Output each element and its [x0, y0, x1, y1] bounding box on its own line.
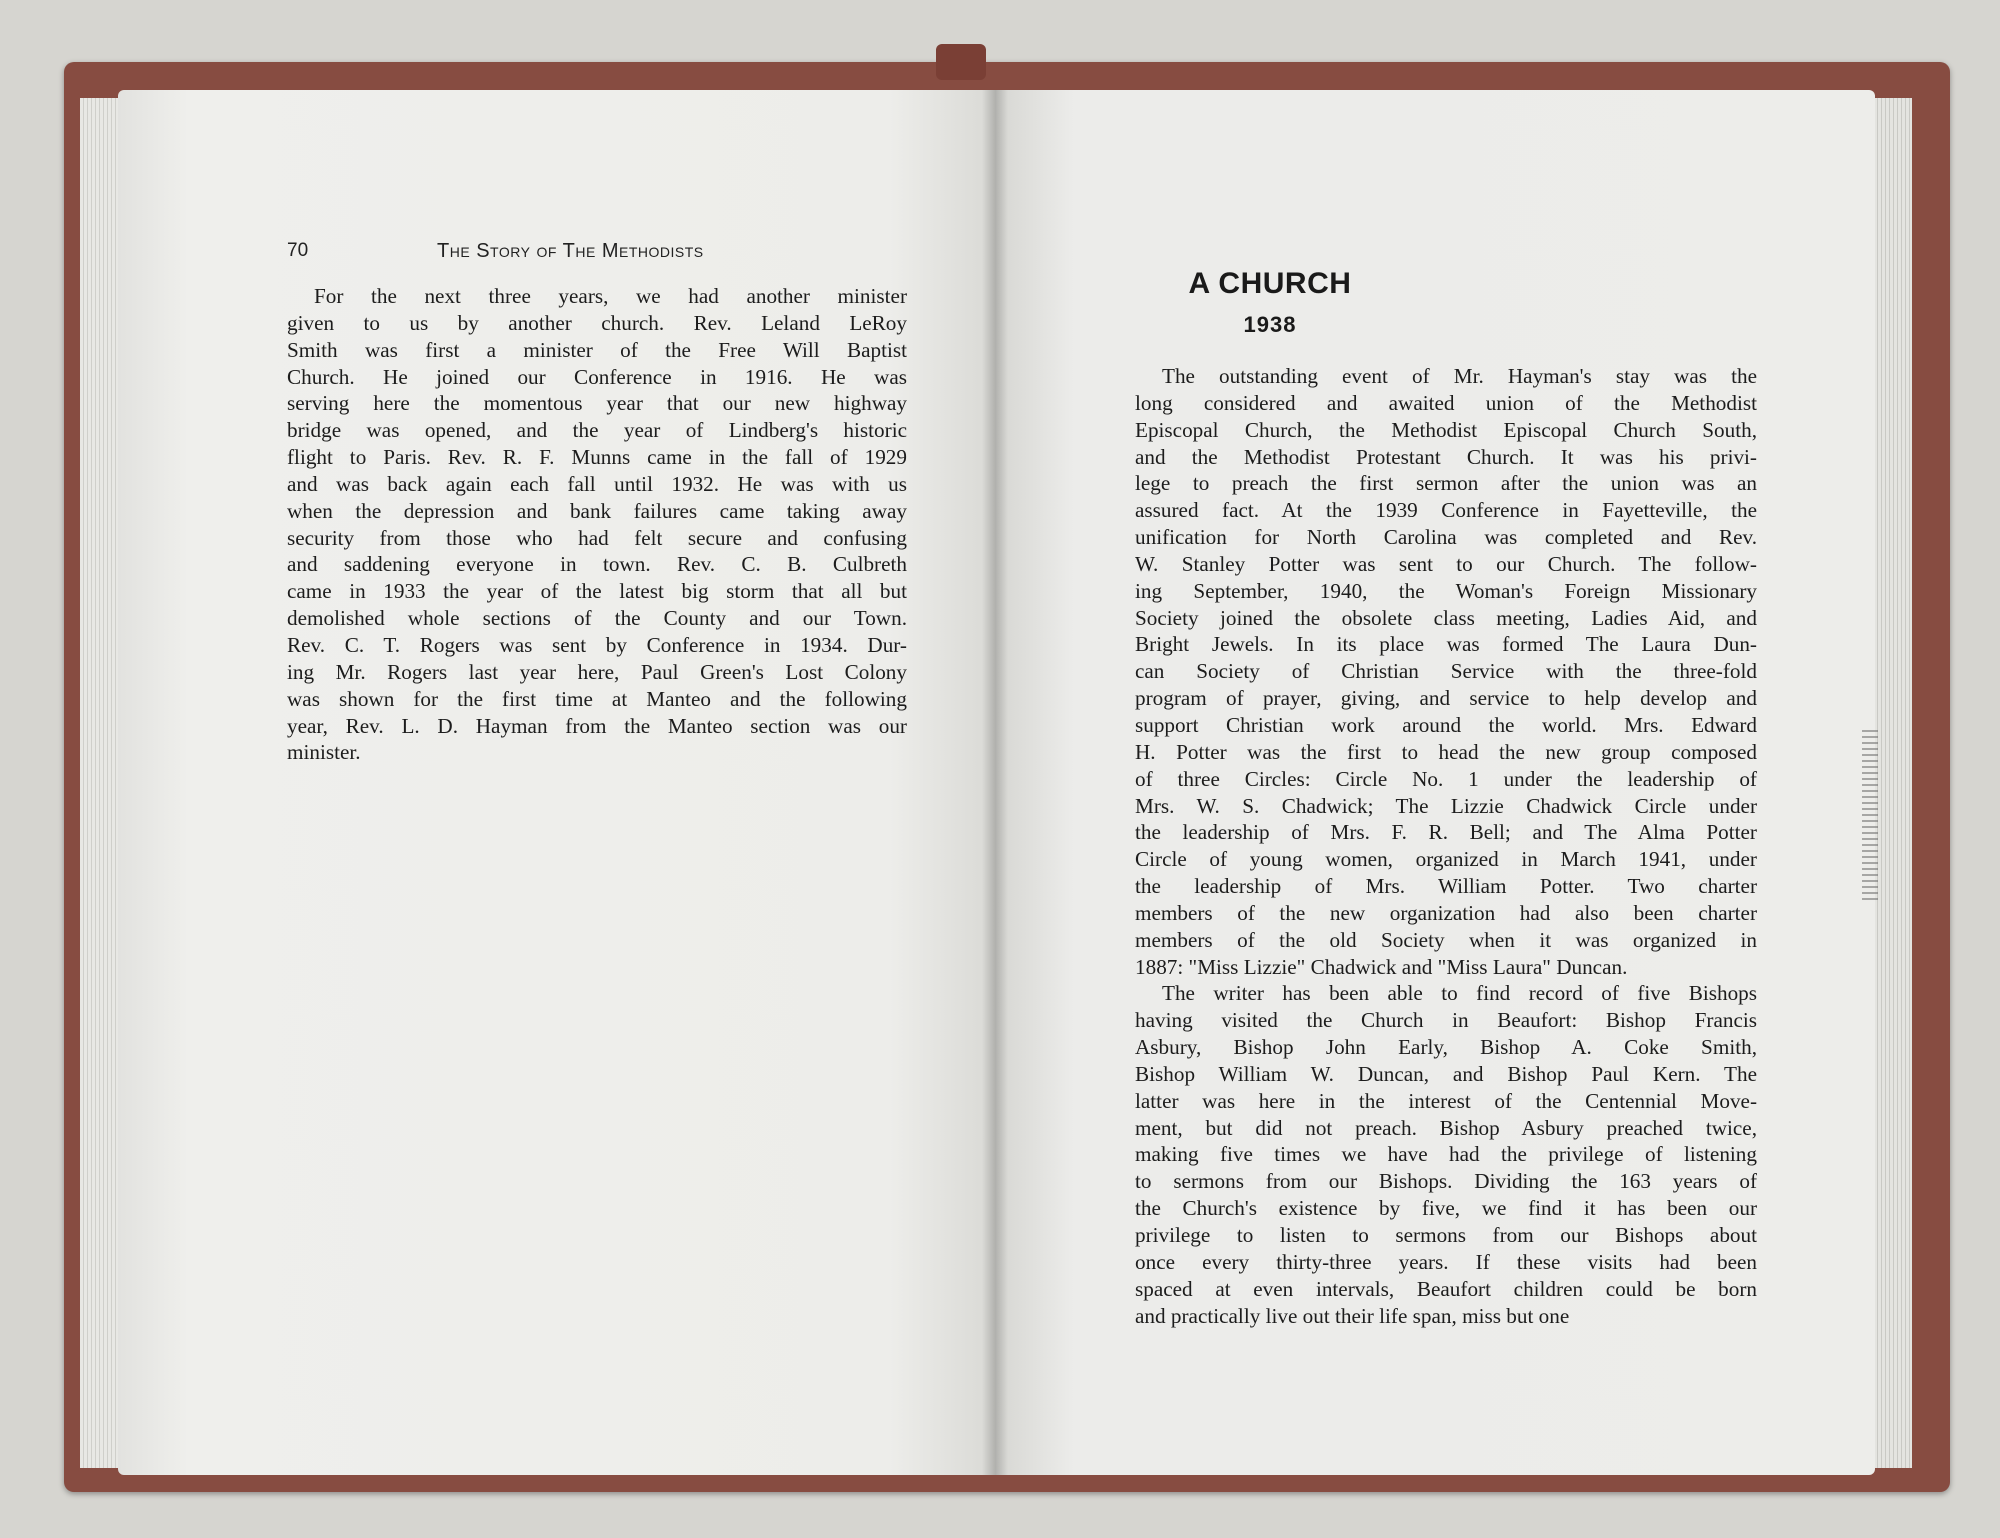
text-line: Mrs. W. S. Chadwick; The Lizzie Chadwick Circle under [1135, 793, 1757, 818]
edge-stamp-marks [1862, 730, 1878, 900]
text-line: long considered and awaited union of the Methodist [1135, 390, 1757, 415]
text-line: demolished whole sections of the County and our Town. [287, 606, 907, 631]
left-running-head [287, 238, 907, 266]
text-line: members of the old Society when it was organized in [1135, 927, 1757, 952]
chapter-title: A CHURCH [1188, 267, 1352, 300]
text-line: H. Potter was the first to head the new group composed [1135, 739, 1757, 764]
text-line: once every thirty-three years. If these visits had been [1135, 1249, 1757, 1274]
text-line: year, Rev. L. D. Hayman from the Manteo section was our [287, 713, 907, 738]
text-line: latter was here in the interest of the Centennial Move- [1135, 1088, 1757, 1113]
text-line: For the next three years, we had another minister [314, 284, 907, 308]
text-line: members of the new organization had also been charter [1135, 900, 1757, 925]
chapter-year: 1938 [1243, 312, 1297, 337]
text-line: The writer has been able to find record of five Bishops [1162, 981, 1757, 1006]
text-line: security from those who had felt secure and confusing [287, 525, 907, 550]
text-line: support Christian work around the world. Mrs. Edward [1135, 712, 1757, 737]
text-line: given to us by another church. Rev. Leland LeRoy [287, 310, 907, 335]
text-line: Asbury, Bishop John Early, Bishop A. Coke Smith, [1135, 1035, 1757, 1060]
text-line: bridge was opened, and the year of Lindberg's historic [287, 418, 907, 443]
text-line: of three Circles: Circle No. 1 under the leadership of [1135, 766, 1757, 791]
text-line: unification for North Carolina was completed and Rev. [1135, 525, 1757, 550]
text-line: Smith was first a minister of the Free Will Baptist [287, 337, 907, 362]
text-line: Bright Jewels. In its place was formed The Laura Dun- [1135, 632, 1757, 657]
text-line: assured fact. At the 1939 Conference in Fayetteville, the [1135, 498, 1757, 523]
text-line: came in 1933 the year of the latest big storm that all but [287, 579, 907, 604]
text-line: flight to Paris. Rev. R. F. Munns came in the fall of 1929 [287, 445, 907, 470]
text-line: making five times we have had the privilege of listening [1135, 1142, 1757, 1167]
text-line: privilege to listen to sermons from our Bishops about [1135, 1223, 1757, 1247]
spine-headband [936, 44, 986, 80]
text-line: W. Stanley Potter was sent to our Church. The follow- [1135, 551, 1757, 576]
text-line: 1887: "Miss Lizzie" Chadwick and "Miss Laura" Duncan. [1135, 954, 1628, 979]
text-line: the leadership of Mrs. William Potter. Two charter [1135, 874, 1757, 899]
text-line: The outstanding event of Mr. Hayman's stay was the [1162, 364, 1757, 388]
text-line: Church. He joined our Conference in 1916. He was [287, 364, 907, 389]
book-gutter [982, 90, 1008, 1475]
running-head-title: The Story of The Methodists [437, 240, 704, 262]
text-line: and saddening everyone in town. Rev. C. B. Culbreth [287, 552, 907, 577]
text-line: was shown for the first time at Manteo and the following [287, 686, 907, 711]
text-line: when the depression and bank failures came taking away [287, 498, 907, 523]
text-line: to sermons from our Bishops. Dividing the 163 years of [1135, 1169, 1757, 1194]
text-line: minister. [287, 740, 361, 765]
text-line: Rev. C. T. Rogers was sent by Conference in 1934. Dur- [287, 632, 907, 657]
text-line: ing Mr. Rogers last year here, Paul Green's Lost Colony [287, 659, 907, 684]
left-page-body [287, 283, 907, 766]
text-line: Episcopal Church, the Methodist Episcopal Church South, [1135, 417, 1757, 442]
text-line: serving here the momentous year that our new highway [287, 391, 907, 416]
text-line: and practically live out their life span, miss but one [1135, 1303, 1570, 1328]
text-line: lege to preach the first sermon after the union was an [1135, 471, 1757, 496]
text-line: Bishop William W. Duncan, and Bishop Paul Kern. The [1135, 1061, 1757, 1086]
text-line: can Society of Christian Service with the three-fold [1135, 659, 1757, 684]
text-line: Society joined the obsolete class meeting, Ladies Aid, and [1135, 605, 1757, 630]
text-line: ing September, 1940, the Woman's Foreign Missionary [1135, 578, 1757, 603]
text-line: and the Methodist Protestant Church. It was his privi- [1135, 444, 1757, 469]
text-line: Circle of young women, organized in March 1941, under [1135, 847, 1757, 872]
text-line: and was back again each fall until 1932. He was with us [287, 471, 907, 496]
text-line: the leadership of Mrs. F. R. Bell; and The Alma Potter [1135, 820, 1757, 845]
text-line: spaced at even intervals, Beaufort children could be born [1135, 1276, 1757, 1301]
text-line: having visited the Church in Beaufort: Bishop Francis [1135, 1008, 1757, 1033]
text-line: program of prayer, giving, and service to help develop and [1135, 686, 1757, 711]
page-number: 70 [287, 240, 309, 261]
text-line: the Church's existence by five, we find it has been our [1135, 1196, 1757, 1221]
right-page-body [1135, 363, 1757, 1329]
text-line: ment, but did not preach. Bishop Asbury preached twice, [1135, 1115, 1757, 1140]
